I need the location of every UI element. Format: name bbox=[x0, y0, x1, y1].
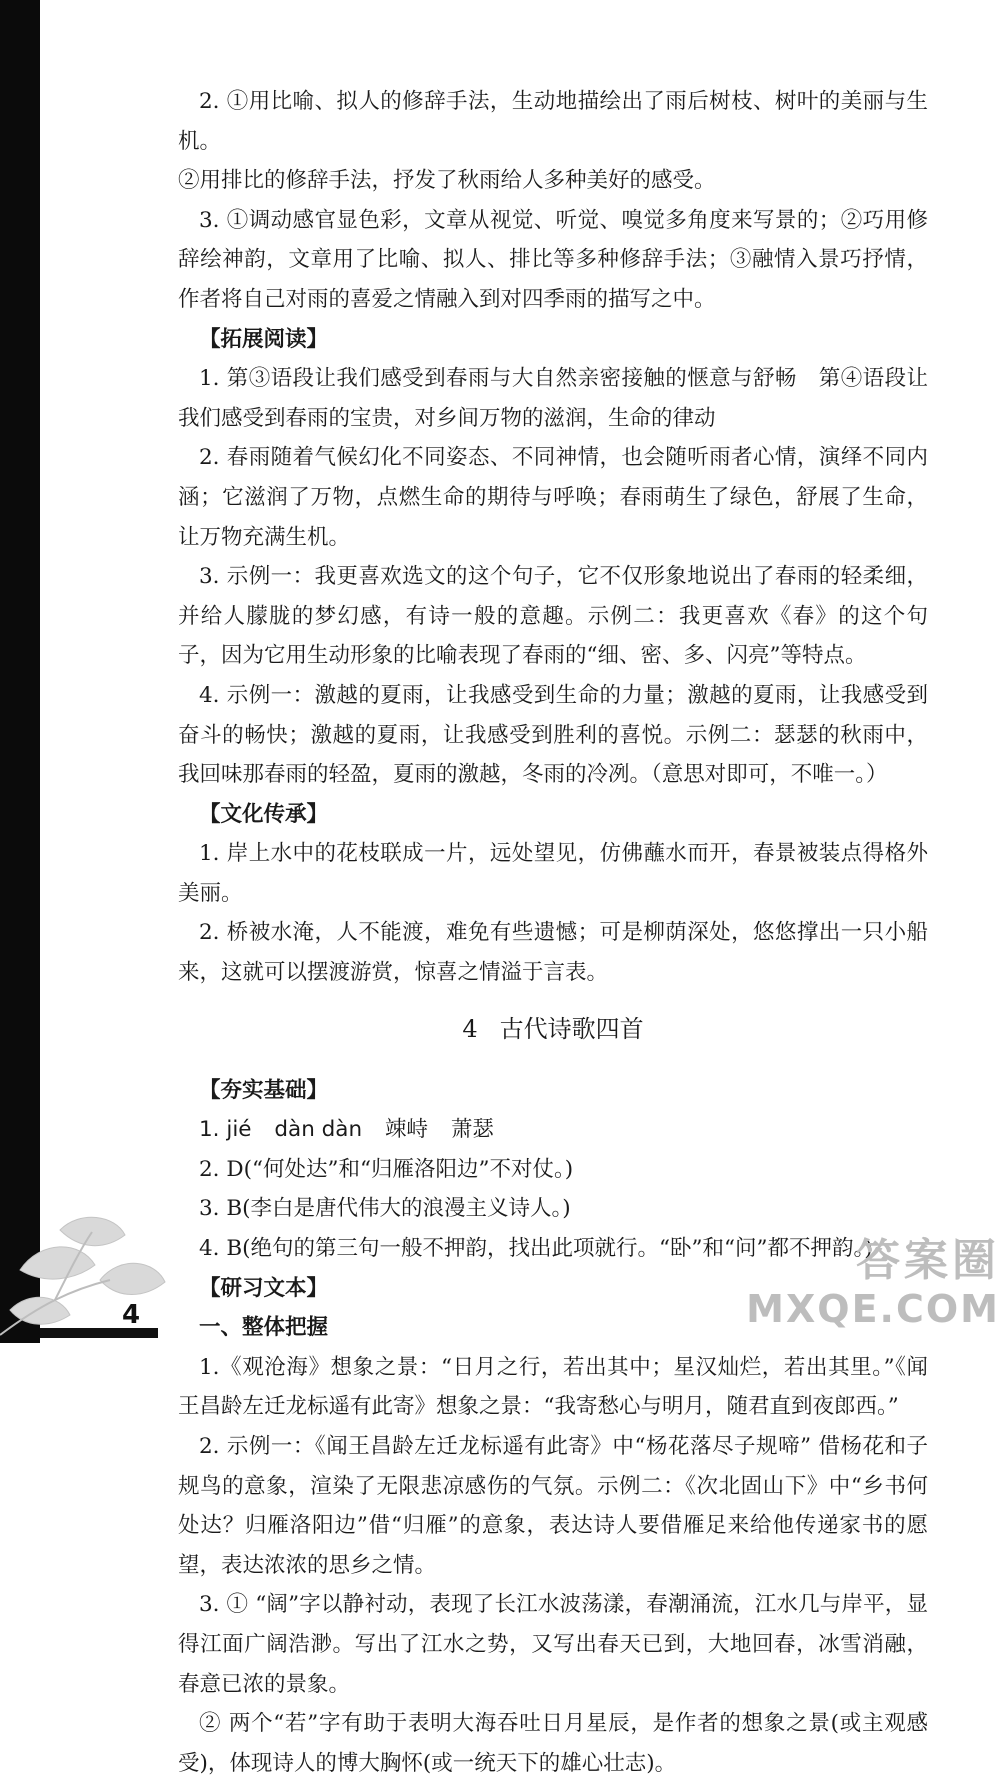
chapter-number: 4 bbox=[462, 1014, 478, 1043]
paragraph: 3. ①调动感官显色彩，文章从视觉、听觉、嗅觉多角度来写景的；②巧用修辞绘神韵，文章用了比喻、拟人、排比等多种修辞手法；③融情入景巧抒情，作者将自己对雨的喜爱之情融入到对四季雨的描写之中。 bbox=[178, 207, 928, 312]
watermark-url: MXQE.COM bbox=[746, 1287, 1000, 1331]
leaf-decoration-icon bbox=[0, 1210, 175, 1343]
paragraph: 2. 示例一：《闻王昌龄左迁龙标遥有此寄》中“杨花落尽子规啼” 借杨花和子规鸟的意象，渲染了无限悲凉感伤的气氛。示例二：《次北固山下》中“乡书何处达？归雁洛阳边”借“归雁”的意象，表达诗人要借雁足来给他传递家书的愿望，表达浓浓的思乡之情。 bbox=[178, 1434, 928, 1578]
chapter-name: 古代诗歌四首 bbox=[499, 1014, 644, 1043]
watermark bbox=[730, 1235, 1000, 1343]
paragraph: 2. 桥被水淹，人不能渡，难免有些遗憾；可是柳荫深处，悠悠撑出一只小船来，这就可以摆渡游赏，惊喜之情溢于言表。 bbox=[178, 920, 928, 986]
paragraph: 1. 第③语段让我们感受到春雨与大自然亲密接触的惬意与舒畅 第④语段让我们感受到春雨的宝贵，对乡间万物的滋润，生命的律动 bbox=[178, 366, 928, 431]
watermark-logo: 答案圈 bbox=[856, 1235, 1000, 1286]
pinyin-item: 萧瑟 bbox=[450, 1117, 494, 1143]
section-heading: 【夯实基础】 bbox=[199, 1077, 329, 1103]
paragraph: 3. B(李白是唐代伟大的浪漫主义诗人。) bbox=[199, 1196, 571, 1222]
pinyin-answer bbox=[178, 1110, 928, 1150]
paragraph: ②用排比的修辞手法，抒发了秋雨给人多种美好的感受。 bbox=[178, 168, 716, 194]
paragraph: 3. ① “阔”字以静衬动，表现了长江水波荡漾，春潮涌流，江水几与岸平，显得江面广阔浩渺。写出了江水之势，又写出春天已到，大地回春，冰雪消融，春意已浓的景象。 bbox=[178, 1592, 928, 1697]
paragraph: 2. D(“何处达”和“归雁洛阳边”不对仗。) bbox=[199, 1156, 574, 1182]
pinyin-item: 竦峙 bbox=[384, 1117, 428, 1143]
pinyin-item: 1. jié bbox=[199, 1117, 252, 1143]
paragraph: 3. 示例一：我更喜欢选文的这个句子，它不仅形象地说出了春雨的轻柔细，并给人朦胧的梦幻感，有诗一般的意趣。示例二：我更喜欢《春》的这个句子，因为它用生动形象的比喻表现了春雨的“细、密、多、闪亮”等特点。 bbox=[178, 564, 928, 669]
section-heading: 【研习文本】 bbox=[199, 1275, 329, 1301]
paragraph: 1. 岸上水中的花枝联成一片，远处望见，仿佛蘸水而开，春景被装点得格外美丽。 bbox=[178, 841, 928, 906]
paragraph: 4. B(绝句的第三句一般不押韵，找出此项就行。“卧”和“问”都不押韵。) bbox=[199, 1236, 873, 1262]
paragraph: 2. ①用比喻、拟人的修辞手法，生动地描绘出了雨后树枝、树叶的美丽与生机。 bbox=[178, 89, 928, 154]
subsection-heading: 一、整体把握 bbox=[199, 1315, 329, 1341]
page-spine bbox=[0, 0, 40, 1343]
answer-text bbox=[178, 82, 928, 1783]
paragraph: 2. 春雨随着气候幻化不同姿态、不同神情，也会随听雨者心情，演绎不同内涵；它滋润了万物，点燃生命的期待与呼唤；春雨萌生了绿色，舒展了生命，让万物充满生机。 bbox=[178, 445, 928, 550]
chapter-title bbox=[178, 1009, 928, 1049]
section-heading: 【拓展阅读】 bbox=[199, 326, 329, 352]
page-number: 4 bbox=[122, 1300, 141, 1330]
paragraph: 4. 示例一：激越的夏雨，让我感受到生命的力量；激越的夏雨，让我感受到奋斗的畅快；激越的夏雨，让我感受到胜利的喜悦。示例二：瑟瑟的秋雨中，我回味那春雨的轻盈，夏雨的激越，冬雨的冷冽。（意思对即可，不唯一。） bbox=[178, 682, 928, 788]
section-heading: 【文化传承】 bbox=[199, 801, 329, 827]
paragraph: ② 两个“若”字有助于表明大海吞吐日月星辰，是作者的想象之景(或主观感受)，体现诗人的博大胸怀(或一统天下的雄心壮志)。 bbox=[178, 1711, 928, 1776]
pinyin-item: dàn dàn bbox=[274, 1117, 363, 1143]
footer-bar bbox=[40, 1328, 158, 1338]
paragraph: 1.《观沧海》想象之景：“日月之行，若出其中；星汉灿烂，若出其里。”《闻王昌龄左迁龙标遥有此寄》想象之景：“我寄愁心与明月，随君直到夜郎西。” bbox=[178, 1354, 928, 1420]
